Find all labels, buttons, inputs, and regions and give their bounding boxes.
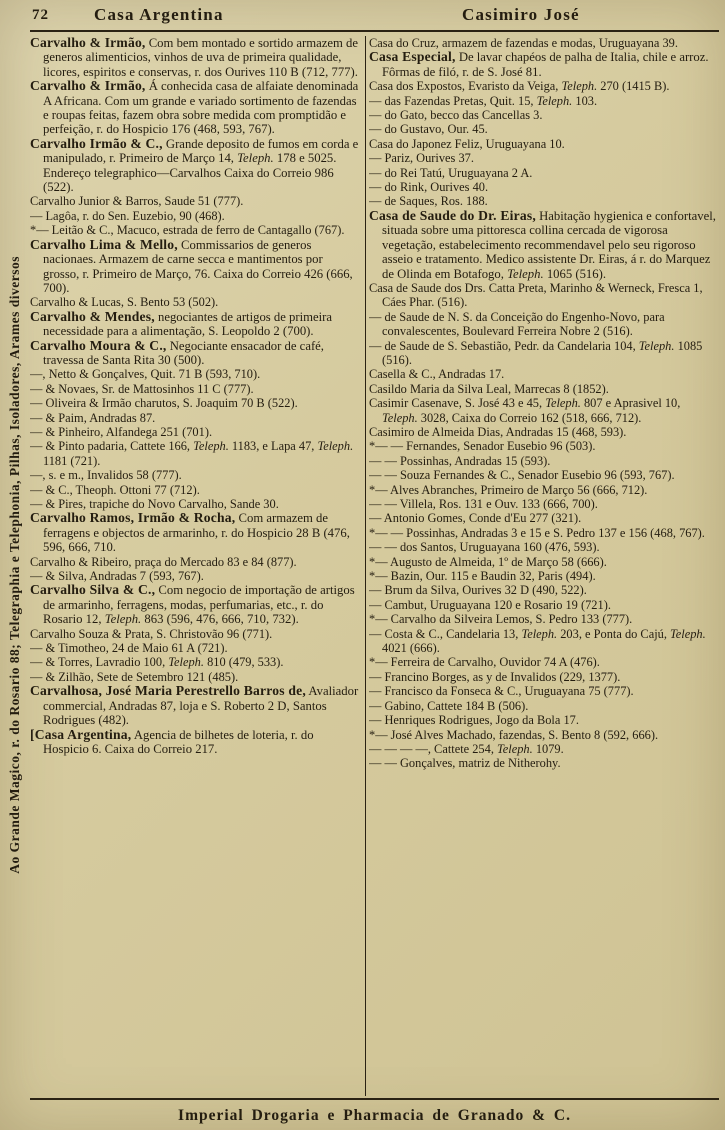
entry-text: Agencia de bilhetes de loteria, r. do Hospicio 6. Caixa do Correio 217. <box>43 727 314 756</box>
entry-text: — & Pinto padaria, Cattete 166, Teleph. 1183, e Lapa 47, Teleph. 1181 (721). <box>30 439 354 468</box>
directory-entry <box>369 94 719 108</box>
directory-entry <box>30 641 362 655</box>
directory-entry <box>369 396 719 425</box>
entry-text: Casa do Cruz, armazem de fazendas e modas, Uruguayana 39. <box>369 36 678 50</box>
directory-entry <box>369 497 719 511</box>
directory-entry <box>30 483 362 497</box>
entry-name: [Casa Argentina, <box>30 726 132 742</box>
column-divider-rule <box>365 36 366 1096</box>
directory-entry <box>369 526 719 540</box>
entry-text: Commissarios de generos nacionaes. Armazem de carne secca e mantimentos por grosso, r. Primeiro de Março, 76. Caixa do Correio 426 (666, 700). <box>43 237 353 295</box>
directory-entry <box>30 382 362 396</box>
entry-text: — & Silva, Andradas 7 (593, 767). <box>30 569 204 584</box>
entry-text: — Gabino, Cattete 184 B (506). <box>369 698 529 713</box>
entry-text: — do Gustavo, Our. 45. <box>369 122 488 137</box>
entry-name: Carvalho Irmão & C., <box>30 135 163 151</box>
directory-entry <box>369 151 719 165</box>
column-right <box>369 36 719 1096</box>
entry-text: —, s. e m., Invalidos 58 (777). <box>30 468 182 483</box>
entry-text: Casimiro de Almeida Dias, Andradas 15 (468, 593). <box>369 424 627 439</box>
entry-text: *— Leitão & C., Macuco, estrada de ferro de Cantagallo (767). <box>30 223 345 238</box>
entry-text: — — Villela, Ros. 131 e Ouv. 133 (666, 700). <box>369 497 598 511</box>
entry-text: Á conhecida casa de alfaiate denominada A Africana. Com um grande e variado sortimento de fazendas e roupas feitas, fazem obra sobre medida com promptidão e perfeição, r. do Hospicio 176 (468, 593, 767). <box>43 79 359 137</box>
directory-entry <box>30 497 362 511</box>
entry-name: Carvalho & Mendes, <box>30 308 155 324</box>
entry-text: — Oliveira & Irmão charutos, S. Joaquim 70 B (522). <box>30 396 298 411</box>
directory-entry <box>30 468 362 482</box>
directory-entry <box>369 699 719 713</box>
entry-text: — Francino Borges, as y de Invalidos (229, 1377). <box>369 669 621 684</box>
entry-text: *— Alves Abranches, Primeiro de Março 56 (666, 712). <box>369 482 648 497</box>
entry-name: Carvalho & Irmão, <box>30 78 146 94</box>
entry-text: — & Zilhão, Sete de Setembro 121 (485). <box>30 669 239 684</box>
entry-text: *— Ferreira de Carvalho, Ouvidor 74 A (476). <box>369 655 600 670</box>
directory-entry <box>369 122 719 136</box>
entry-name: Carvalho Silva & C., <box>30 582 156 598</box>
directory-entry <box>369 627 719 656</box>
directory-entry <box>30 425 362 439</box>
entry-text: — & Pires, trapiche do Novo Carvalho, Sande 30. <box>30 497 279 511</box>
directory-entry <box>369 281 719 310</box>
entry-text: — de Saude de S. Sebastião, Pedr. da Candelaria 104, Teleph. 1085 (516). <box>369 338 703 367</box>
entry-text: — do Rink, Ourives 40. <box>369 180 489 195</box>
entry-name: Casa Especial, <box>369 49 456 65</box>
entry-text: De lavar chapéos de palha de Italia, chile e arroz. Fôrmas de filó, r. de S. José 81. <box>382 50 709 79</box>
entry-text: Avaliador commercial, Andradas 87, loja e S. Roberto 2 D, Santos Rodrigues (482). <box>43 684 359 728</box>
entry-text: Casella & C., Andradas 17. <box>369 367 505 382</box>
entry-text: — Costa & C., Candelaria 13, Teleph. 203, e Ponta do Cajú, Teleph. 4021 (666). <box>369 626 706 656</box>
directory-entry <box>30 295 362 309</box>
entry-text: Com bem montado e sortido armazem de generos alimenticios, vinhos de uva de primeira qualidade, licores, espiritos e conservas, r. dos Ourives 110 B (712, 777). <box>43 36 359 79</box>
directory-entry <box>369 742 719 756</box>
entry-name: Carvalho & Irmão, <box>30 36 146 50</box>
entry-text: — & Torres, Lavradio 100, Teleph. 810 (479, 533). <box>30 655 284 670</box>
directory-entry <box>30 684 362 727</box>
directory-entry <box>369 655 719 669</box>
directory-entry <box>30 223 362 237</box>
directory-entry <box>369 36 719 50</box>
directory-entry <box>369 713 719 727</box>
entry-text: Casildo Maria da Silva Leal, Marrecas 8 (1852). <box>369 381 609 396</box>
entry-text: — & Pinheiro, Alfandega 251 (701). <box>30 424 213 439</box>
directory-entry <box>30 238 362 296</box>
entry-text: Casa dos Expostos, Evaristo da Veiga, Teleph. 270 (1415 B). <box>369 79 670 94</box>
page-content <box>30 0 719 1130</box>
directory-entry <box>30 655 362 669</box>
entry-name: Carvalho Lima & Mello, <box>30 236 178 252</box>
directory-entry <box>369 194 719 208</box>
directory-entry <box>369 612 719 626</box>
directory-entry <box>30 137 362 195</box>
entry-name: Carvalhosa, José Maria Perestrello Barros de, <box>30 683 306 699</box>
page-number: 72 <box>32 7 49 23</box>
entry-text: —, Netto & Gonçalves, Quit. 71 B (593, 710). <box>30 367 261 382</box>
entry-text: — & Timotheo, 24 de Maio 61 A (721). <box>30 641 228 656</box>
column-left <box>30 36 362 1096</box>
directory-entry <box>30 569 362 583</box>
left-margin-advert <box>0 0 30 1130</box>
entry-text: *— Augusto de Almeida, 1º de Março 58 (666). <box>369 554 607 569</box>
entry-text: Com armazem de ferragens e objectos de armarinho, r. do Hospicio 28 B (476, 596, 666, 710. <box>43 511 350 555</box>
directory-entry <box>30 670 362 684</box>
directory-entry <box>30 367 362 381</box>
guide-word-left: Casa Argentina <box>94 5 224 24</box>
directory-entry <box>369 50 719 79</box>
entry-text: — & Paim, Andradas 87. <box>30 410 156 425</box>
directory-entry <box>369 439 719 453</box>
entry-text: Habitação hygienica e confortavel, situada sobre uma pittoresca collina cercada de vigorosa vegetação, estabelecimento recommendavel pelo seu rigoroso asseio e tratamento. Medico assistente Dr. Eiras, á r. do Marquez de Olinda em Botafogo, Teleph. 1065 (516). <box>382 208 716 281</box>
directory-entry <box>369 180 719 194</box>
entry-text: — Brum da Silva, Ourives 32 D (490, 522). <box>369 583 587 598</box>
entry-text: *— Carvalho da Silveira Lemos, S. Pedro 133 (777). <box>369 612 633 627</box>
entry-text: Carvalho Souza & Prata, S. Christovão 96 (771). <box>30 626 273 641</box>
directory-entry <box>369 583 719 597</box>
entry-text: Casimir Casenave, S. José 43 e 45, Teleph. 807 e Aprasivel 10, Teleph. 3028, Caixa do Correio 162 (518, 666, 712). <box>369 396 681 425</box>
directory-entry <box>369 684 719 698</box>
directory-entry <box>369 598 719 612</box>
entry-text: — & Novaes, Sr. de Mattosinhos 11 C (777). <box>30 381 254 396</box>
directory-entry <box>369 209 719 281</box>
vertical-advert-text: Ao Grande Magico, r. do Rosario 88; Telegraphia e Telephonia, Pilhas, Isoladores, Arames diversos <box>7 256 22 874</box>
directory-entry <box>369 540 719 554</box>
entry-text: Carvalho Junior & Barros, Saude 51 (777). <box>30 194 244 209</box>
directory-entry <box>30 209 362 223</box>
entry-text: *— José Alves Machado, fazendas, S. Bento 8 (592, 666). <box>369 727 659 742</box>
entry-text: — Francisco da Fonseca & C., Uruguayana 75 (777). <box>369 684 634 699</box>
entry-text: — — Possinhas, Andradas 15 (593). <box>369 453 551 468</box>
directory-entry <box>369 310 719 339</box>
entry-text: — — — —, Cattete 254, Teleph. 1079. <box>369 741 564 756</box>
entry-text: Casa do Japonez Feliz, Uruguayana 10. <box>369 136 565 151</box>
directory-entry <box>30 194 362 208</box>
entry-name: Casa de Saude do Dr. Eiras, <box>369 207 536 223</box>
directory-entry <box>30 583 362 626</box>
directory-entry <box>369 468 719 482</box>
footer-advert-text: Imperial Drogaria e Pharmacia de Granado & C. <box>178 1107 571 1124</box>
directory-entry <box>369 367 719 381</box>
directory-entry <box>369 483 719 497</box>
directory-entry <box>30 36 362 79</box>
entry-text: — — dos Santos, Uruguayana 160 (476, 593). <box>369 540 600 555</box>
entry-text: Grande deposito de fumos em corda e manipulado, r. Primeiro de Março 14, Teleph. 178 e 5025. Endereço telegraphico—Carvalhos Caixa do Correio 986 (522). <box>43 136 359 195</box>
directory-entry <box>30 627 362 641</box>
entry-text: — Henriques Rodrigues, Jogo da Bola 17. <box>369 713 579 728</box>
entry-text: — — Souza Fernandes & C., Senador Eusebio 96 (593, 767). <box>369 468 675 483</box>
directory-entry <box>369 756 719 770</box>
directory-entry <box>30 396 362 410</box>
entry-text: — Cambut, Uruguayana 120 e Rosario 19 (721). <box>369 597 611 612</box>
directory-entry <box>369 511 719 525</box>
directory-entry <box>369 108 719 122</box>
entry-text: — do Rei Tatú, Uruguayana 2 A. <box>369 165 533 180</box>
entry-text: Carvalho & Lucas, S. Bento 53 (502). <box>30 295 219 310</box>
directory-entry <box>369 79 719 93</box>
entry-text: Casa de Saude dos Drs. Catta Preta, Marinho & Werneck, Fresca 1, Cáes Phar. (516). <box>369 280 703 310</box>
directory-entry <box>30 555 362 569</box>
entry-text: Carvalho & Ribeiro, praça do Mercado 83 e 84 (877). <box>30 554 297 569</box>
entry-text: — do Gato, becco das Cancellas 3. <box>369 108 543 123</box>
entry-text: Negociante ensacador de café, travessa de Santa Rita 30 (500). <box>43 338 324 367</box>
directory-entry <box>369 670 719 684</box>
directory-entry <box>369 339 719 368</box>
footer-rule <box>30 1098 719 1100</box>
directory-entry <box>369 454 719 468</box>
entry-name: Carvalho Ramos, Irmão & Rocha, <box>30 510 236 526</box>
directory-entry <box>369 728 719 742</box>
entry-text: *— — Fernandes, Senador Eusebio 96 (503). <box>369 439 596 454</box>
entry-text: negociantes de artigos de primeira necessidade para a alimentação, S. Leopoldo 2 (700). <box>43 309 333 339</box>
directory-entry <box>369 425 719 439</box>
directory-entry <box>30 728 362 757</box>
guide-word-right: Casimiro José <box>462 5 580 24</box>
page-header <box>30 0 719 30</box>
directory-entry <box>369 137 719 151</box>
directory-entry <box>30 310 362 339</box>
directory-entry <box>369 555 719 569</box>
directory-entry <box>30 511 362 554</box>
entry-text: — — Gonçalves, matriz de Nitherohy. <box>369 756 561 771</box>
entry-text: — Pariz, Ourives 37. <box>369 151 474 166</box>
entry-name: Carvalho Moura & C., <box>30 337 167 353</box>
directory-entry <box>30 439 362 468</box>
entry-text: *— Bazin, Our. 115 e Baudin 32, Paris (494). <box>369 569 596 584</box>
entry-text: — de Saques, Ros. 188. <box>369 194 488 209</box>
entry-text: — Lagôa, r. do Sen. Euzebio, 90 (468). <box>30 208 225 223</box>
directory-columns <box>30 34 719 1096</box>
entry-text: — & C., Theoph. Ottoni 77 (712). <box>30 482 200 497</box>
directory-entry <box>30 339 362 368</box>
directory-entry <box>369 166 719 180</box>
directory-entry <box>30 79 362 137</box>
header-rule <box>30 30 719 32</box>
page-footer <box>30 1102 719 1130</box>
entry-text: *— — Possinhas, Andradas 3 e 15 e S. Pedro 137 e 156 (468, 767). <box>369 525 705 540</box>
entry-text: Com negocio de importação de artigos de armarinho, ferragens, modas, perfumarias, etc., r. do Rosario 12, Teleph. 863 (596, 476, 666, 710, 732). <box>43 583 355 627</box>
directory-entry <box>369 382 719 396</box>
directory-entry <box>30 411 362 425</box>
entry-text: — das Fazendas Pretas, Quit. 15, Teleph. 103. <box>369 93 598 108</box>
entry-text: — de Saude de N. S. da Conceição do Engenho-Novo, para convalescentes, Boulevard Ferreira Nobre 2 (516). <box>369 309 665 339</box>
entry-text: — Antonio Gomes, Conde d'Eu 277 (321). <box>369 511 582 526</box>
directory-entry <box>369 569 719 583</box>
